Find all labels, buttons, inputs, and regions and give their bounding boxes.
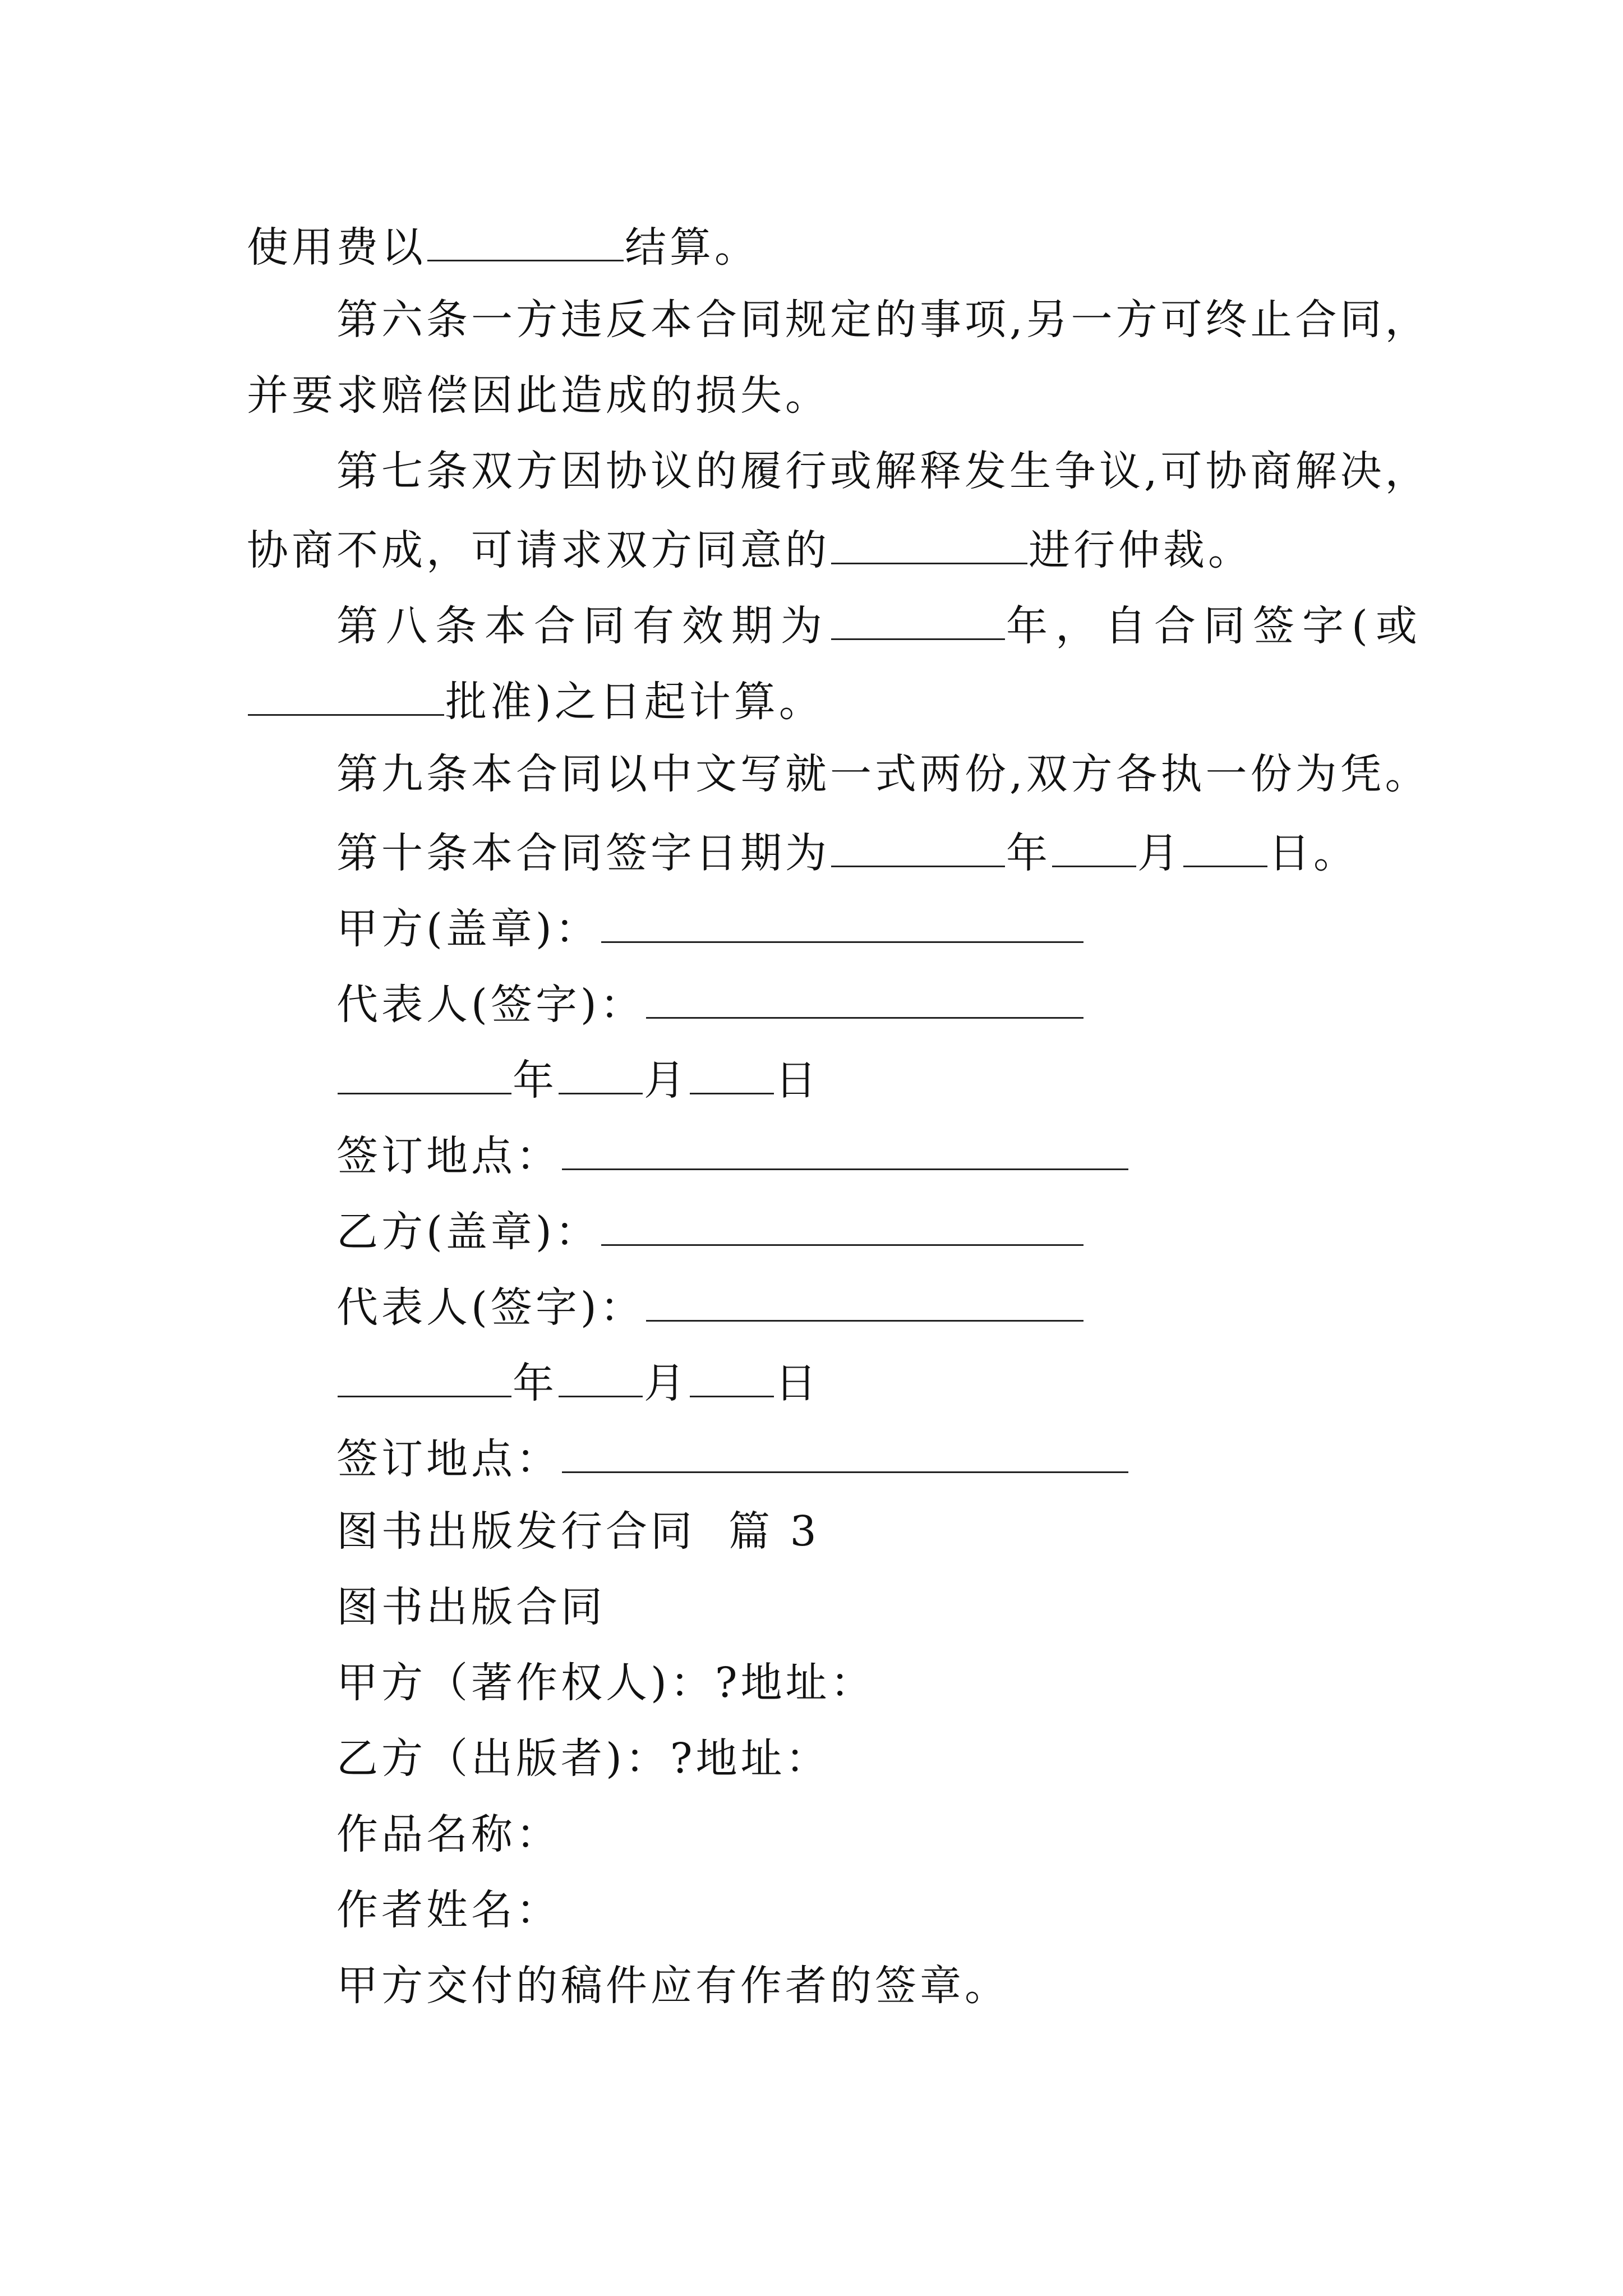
article-8: 第八条本合同有效期为 年，自合同签字(或 (336, 595, 1425, 654)
manuscript-note: 甲方交付的稿件应有作者的签章。 (336, 1962, 1009, 2010)
party-a-date: 年 月 日 (336, 1049, 820, 1108)
party-a-author-line: 甲方（著作权人)：?地址： (336, 1659, 875, 1707)
line-usage-fee: 使用费以 结算。 (247, 216, 759, 275)
article-7: 第七条双方因协议的履行或解释发生争议,可协商解决， (336, 447, 1430, 495)
blank-party-a-seal (601, 898, 1083, 943)
blank-party-b-year (338, 1352, 511, 1397)
article-8-cont: 批准)之日起计算。 (247, 670, 824, 730)
blank-party-a-day (690, 1049, 774, 1094)
party-b-publisher-line: 乙方（出版者)：?地址： (336, 1734, 831, 1783)
section-3-title: 图书出版发行合同 篇 3 (336, 1507, 820, 1556)
blank-validity-years (831, 595, 1005, 640)
blank-sign-day (1183, 822, 1267, 867)
article-9: 第九条本合同以中文写就一式两份,双方各执一份为凭。 (336, 750, 1430, 798)
party-a-rep: 代表人(签字)： (336, 973, 1085, 1033)
blank-sign-year (831, 822, 1005, 867)
article-10: 第十条本合同签字日期为 年 月 日。 (336, 822, 1358, 881)
blank-party-b-seal (601, 1200, 1083, 1246)
blank-party-b-month (559, 1352, 643, 1397)
blank-arbitration (831, 519, 1027, 564)
blank-party-a-year (338, 1049, 511, 1094)
blank-settlement (427, 216, 624, 261)
blank-approval (248, 670, 444, 716)
work-name-line: 作品名称： (336, 1810, 561, 1858)
contract-title: 图书出版合同 (336, 1583, 606, 1631)
blank-party-a-month (559, 1049, 643, 1094)
party-a-seal: 甲方(盖章)： (336, 898, 1085, 957)
blank-party-a-rep (646, 973, 1083, 1019)
article-7-cont: 协商不成，可请求双方同意的 进行仲裁。 (247, 519, 1253, 578)
party-a-place: 签订地点： (336, 1125, 1129, 1184)
blank-party-b-day (690, 1352, 774, 1397)
blank-party-b-rep (646, 1276, 1083, 1322)
article-6-cont: 并要求赔偿因此造成的损失。 (247, 371, 830, 420)
party-b-date: 年 月 日 (336, 1352, 820, 1411)
blank-sign-month (1052, 822, 1136, 867)
article-6: 第六条一方违反本合同规定的事项,另一方可终止合同， (336, 296, 1430, 344)
party-b-rep: 代表人(签字)： (336, 1276, 1085, 1336)
blank-party-a-place (562, 1125, 1128, 1170)
party-b-place: 签订地点： (336, 1428, 1129, 1487)
author-name-line: 作者姓名： (336, 1886, 561, 1934)
blank-party-b-place (562, 1428, 1128, 1473)
party-b-seal: 乙方(盖章)： (336, 1200, 1085, 1260)
